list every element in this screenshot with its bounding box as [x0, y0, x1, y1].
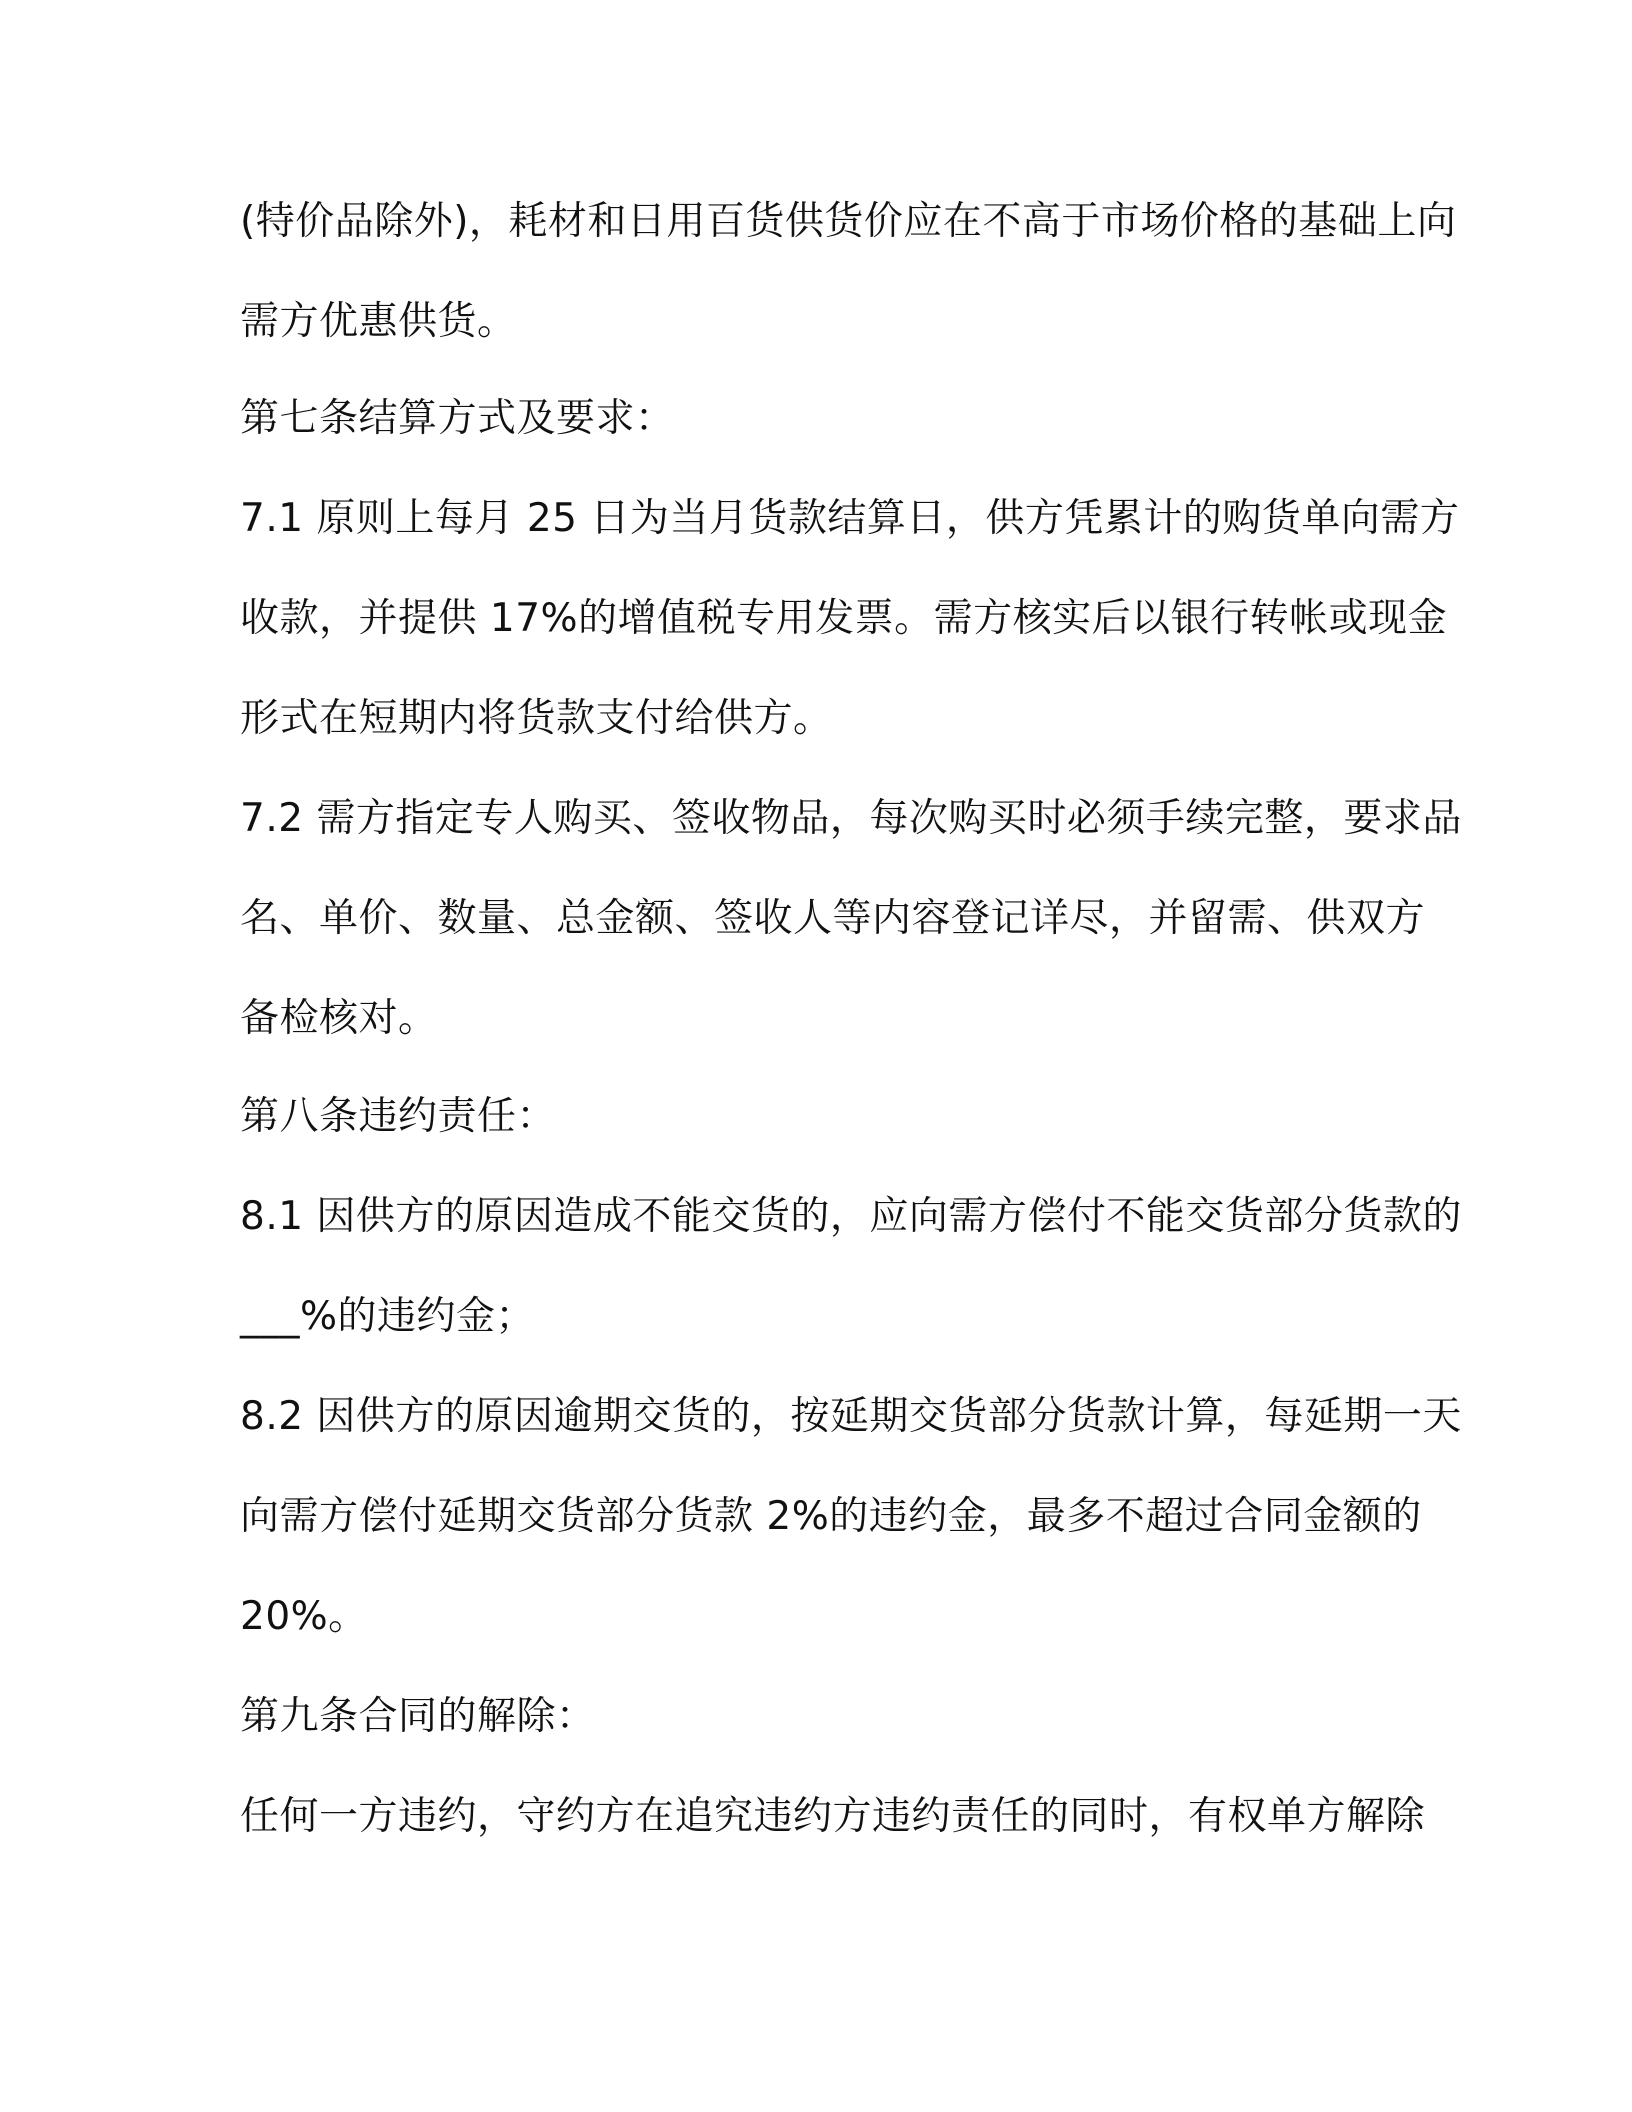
- text-line: 7.1 原则上每月 25 日为当月货款结算日，供方凭累计的购货单向需方: [240, 496, 1460, 541]
- text-line: 7.2 需方指定专人购买、签收物品，每次购买时必须手续完整，要求品: [240, 796, 1462, 841]
- text-line: 需方优惠供货。: [240, 299, 517, 344]
- text-line: 形式在短期内将货款支付给供方。: [240, 696, 833, 741]
- text-line: 向需方偿付延期交货部分货款 2%的违约金，最多不超过合同金额的: [240, 1494, 1422, 1539]
- text-line: 8.2 因供方的原因逾期交货的，按延期交货部分货款计算，每延期一天: [240, 1394, 1462, 1439]
- text-line: 收款，并提供 17%的增值税专用发票。需方核实后以银行转帐或现金: [240, 596, 1448, 641]
- section-heading: 第八条违约责任：: [240, 1094, 557, 1139]
- text-line: ___%的违约金；: [240, 1294, 536, 1339]
- text-line: 备检核对。: [240, 996, 438, 1041]
- section-heading: 第七条结算方式及要求：: [240, 396, 675, 441]
- text-line: (特价品除外)，耗材和日用百货供货价应在不高于市场价格的基础上向: [240, 199, 1457, 244]
- text-line: 名、单价、数量、总金额、签收人等内容登记详尽，并留需、供双方: [240, 896, 1426, 941]
- text-line: 任何一方违约，守约方在追究违约方违约责任的同时，有权单方解除: [240, 1794, 1426, 1839]
- text-line: 8.1 因供方的原因造成不能交货的，应向需方偿付不能交货部分货款的: [240, 1194, 1462, 1239]
- section-heading: 第九条合同的解除：: [240, 1694, 596, 1739]
- text-line: 20%。: [240, 1594, 368, 1639]
